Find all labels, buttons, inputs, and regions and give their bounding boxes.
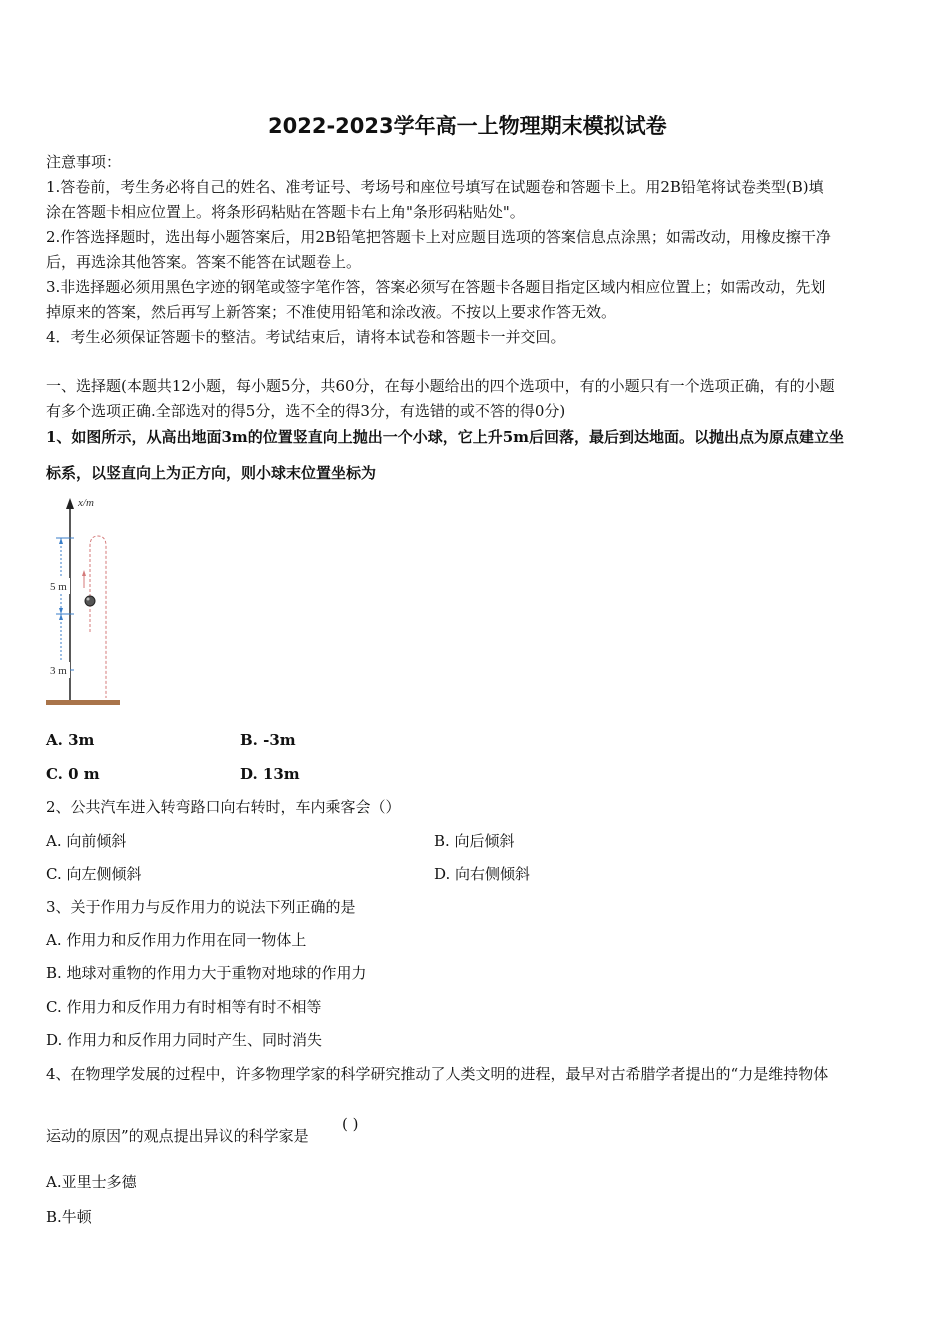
option-a[interactable]: A. 向前倾斜 <box>46 832 127 850</box>
option-c[interactable]: C. 向左侧倾斜 <box>46 865 142 883</box>
height-label-lower: 3 m <box>50 665 67 677</box>
question-1-stem: 1、如图所示，从高出地面3m的位置竖直向上抛出一个小球，它上升5m后回落，最后到达地面。以抛出点为原点建立坐 <box>46 428 845 446</box>
question-3-stem: 3、关于作用力与反作用力的说法下列正确的是 <box>46 898 356 916</box>
question-2-stem: 2、公共汽车进入转弯路口向右转时，车内乘客会（） <box>46 798 401 816</box>
option-b[interactable]: B. -3m <box>240 731 296 749</box>
ground-icon <box>46 700 120 705</box>
ball-icon <box>85 596 95 606</box>
option-c[interactable]: C. 作用力和反作用力有时相等有时不相等 <box>46 998 322 1016</box>
option-b[interactable]: B. 地球对重物的作用力大于重物对地球的作用力 <box>46 964 367 982</box>
coordinate-figure <box>44 494 126 710</box>
axis-label: x/m <box>78 497 94 509</box>
question-1-stem: 标系，以竖直向上为正方向，则小球末位置坐标为 <box>46 464 377 482</box>
notice-line: 1.答卷前，考生务必将自己的姓名、准考证号、考场号和座位号填写在试题卷和答题卡上。用2B铅笔将试卷类型(B)填 <box>46 178 824 196</box>
option-d[interactable]: D. 13m <box>240 765 300 783</box>
x-axis-arrow-icon <box>66 498 74 509</box>
page-title: 2022-2023学年高一上物理期末模拟试卷 <box>268 114 667 138</box>
notice-line: 掉原来的答案，然后再写上新答案；不准使用铅笔和涂改液。不按以上要求作答无效。 <box>46 303 617 321</box>
option-a[interactable]: A. 作用力和反作用力作用在同一物体上 <box>46 931 307 949</box>
notice-line: 3.非选择题必须用黑色字迹的钢笔或签字笔作答，答案必须写在答题卡各题目指定区域内相应位置上；如需改动，先划 <box>46 278 826 296</box>
question-4-stem: 运动的原因”的观点提出异议的科学家是 <box>46 1127 309 1145</box>
section-heading: 有多个选项正确.全部选对的得5分，选不全的得3分，有选错的或不答的得0分) <box>46 402 566 420</box>
notice-line: 后，再选涂其他答案。答案不能答在试题卷上。 <box>46 253 362 271</box>
question-4-stem: 4、在物理学发展的过程中，许多物理学家的科学研究推动了人类文明的进程，最早对古希腊学者提出的“力是维持物体 <box>46 1065 829 1083</box>
notice-line: 4．考生必须保证答题卡的整洁。考试结束后，请将本试卷和答题卡一并交回。 <box>46 328 566 346</box>
option-a[interactable]: A. 3m <box>46 731 95 749</box>
notice-line: 2.作答选择题时，选出每小题答案后，用2B铅笔把答题卡上对应题目选项的答案信息点涂黑；如需改动，用橡皮擦干净 <box>46 228 831 246</box>
height-label-upper: 5 m <box>50 581 67 593</box>
option-d[interactable]: D. 向右侧倾斜 <box>434 865 531 883</box>
answer-blank: ( ) <box>342 1115 359 1133</box>
section-heading: 一、选择题(本题共12小题，每小题5分，共60分，在每小题给出的四个选项中，有的小题只有一个选项正确，有的小题 <box>46 377 835 395</box>
option-b[interactable]: B.牛顿 <box>46 1208 92 1226</box>
option-d[interactable]: D. 作用力和反作用力同时产生、同时消失 <box>46 1031 323 1049</box>
option-b[interactable]: B. 向后倾斜 <box>434 832 515 850</box>
option-a[interactable]: A.亚里士多德 <box>46 1173 137 1191</box>
notice-line: 涂在答题卡相应位置上。将条形码粘贴在答题卡右上角"条形码粘贴处"。 <box>46 203 525 221</box>
notice-heading: 注意事项： <box>46 153 122 171</box>
option-c[interactable]: C. 0 m <box>46 765 100 783</box>
